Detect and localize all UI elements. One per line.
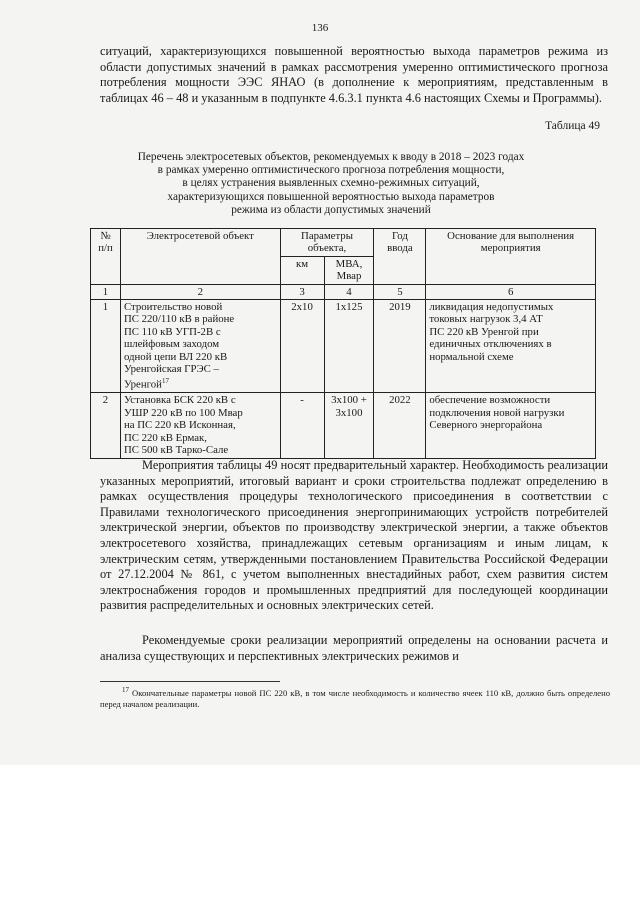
header-num: № п/п (91, 229, 121, 285)
caption-line: характеризующихся повышенной вероятностью выхода параметров (167, 190, 495, 203)
row-object-text: Строительство новой ПС 220/110 кВ в районе ПС 110 кВ УГП-2В с шлейфовым заходом одной цепи ВЛ 220 кВ Уренгойская ГРЭС – Уренгой (123, 301, 235, 392)
caption-line: Перечень электросетевых объектов, рекомендуемых к вводу в 2018 – 2023 годах (137, 151, 525, 163)
footnote-text: Окончательные параметры новой ПС 220 кВ, в том числе необходимость и количество ячеек 110 кВ, должно быть определено перед началом реализации. (100, 687, 610, 709)
row-basis: ликвидация недопустимых токовых нагрузок 3,4 АТ ПС 220 кВ Уренгой при единичных отключениях в нормальной схеме (426, 300, 596, 393)
index-cell: 1 (91, 284, 121, 299)
header-km: км (280, 256, 324, 284)
table-label: Таблица 49 (545, 120, 600, 132)
row-object (120, 300, 280, 393)
row-year: 2022 (374, 393, 426, 458)
row-year: 2019 (374, 300, 426, 393)
row-mva: 3х100 + 3х100 (324, 393, 374, 458)
body-paragraph: Рекомендуемые сроки реализации мероприятий определены на основании расчета и анализа существующих и перспективных электрических режимов и (100, 633, 608, 663)
row-num: 1 (91, 300, 121, 393)
row-km: 2х10 (280, 300, 324, 393)
index-cell: 5 (374, 284, 426, 299)
table-header-row (91, 229, 596, 257)
caption-line: в целях устранения выявленных схемно-режимных ситуаций, (182, 177, 480, 190)
table-row (91, 300, 596, 393)
header-object: Электросетевой объект (120, 229, 280, 285)
row-num: 2 (91, 393, 121, 458)
caption-line: в рамках умеренно оптимистического прогноза потребления мощности, (157, 164, 505, 177)
index-cell: 2 (120, 284, 280, 299)
row-mva: 1х125 (324, 300, 374, 393)
intro-paragraph: ситуаций, характеризующихся повышенной вероятностью выхода параметров режима из области допустимых значений в рамках рассмотрения умеренно оптимистического прогноза потребления мощности ЭЭС ЯНАО (в дополнение к мероприятиям, представленным в таблицах 46 – 48 и указанным в подпункте 4.6.3.1 пункта 4.6 настоящих Схемы и Программы). (100, 44, 608, 105)
table-index-row (91, 284, 596, 299)
index-cell: 6 (426, 284, 596, 299)
row-km: - (280, 393, 324, 458)
footnote (100, 685, 610, 710)
row-basis: обеспечение возможности подключения новой нагрузки Северного энергорайона (426, 393, 596, 458)
footnote-separator (100, 681, 280, 682)
index-cell: 4 (324, 284, 374, 299)
header-basis: Основание для выполнения мероприятия (426, 229, 596, 285)
footnote-ref: 17 (161, 377, 169, 386)
footnote-mark: 17 (122, 686, 129, 694)
header-params: Параметры объекта, (280, 229, 374, 257)
measures-table (90, 228, 596, 459)
header-year: Год ввода (374, 229, 426, 285)
header-mva: МВА, Мвар (324, 256, 374, 284)
caption-line: режима из области допустимых значений (231, 203, 431, 216)
row-object: Установка БСК 220 кВ с УШР 220 кВ по 100 Мвар на ПС 220 кВ Исконная, ПС 220 кВ Ермак, ПС 500 кВ Тарко-Сале (120, 393, 280, 458)
index-cell: 3 (280, 284, 324, 299)
table-caption (96, 151, 566, 217)
body-paragraph: Мероприятия таблицы 49 носят предварительный характер. Необходимость реализации указанных мероприятий, итоговый вариант и сроки строительства подлежат определению в рамках осуществления процедуры технологического присоединения в соответствии с Правилами технологического присоединения энергопринимающих устройств потребителей электрической энергии, объектов по производству электрической энергии, а также объектов электросетевого хозяйства, принадлежащих сетевым организациям и иным лицам, к электрическим сетям, утвержденными постановлением Правительства Российской Федерации от 27.12.2004 № 861, с учетом выполненных внестадийных работ, схем развития систем электроснабжения городов и промышленных предприятий для последующей координации развития распределительных и основных электрических сетей. (100, 458, 608, 613)
table-row (91, 393, 596, 458)
page-number: 136 (311, 22, 329, 34)
